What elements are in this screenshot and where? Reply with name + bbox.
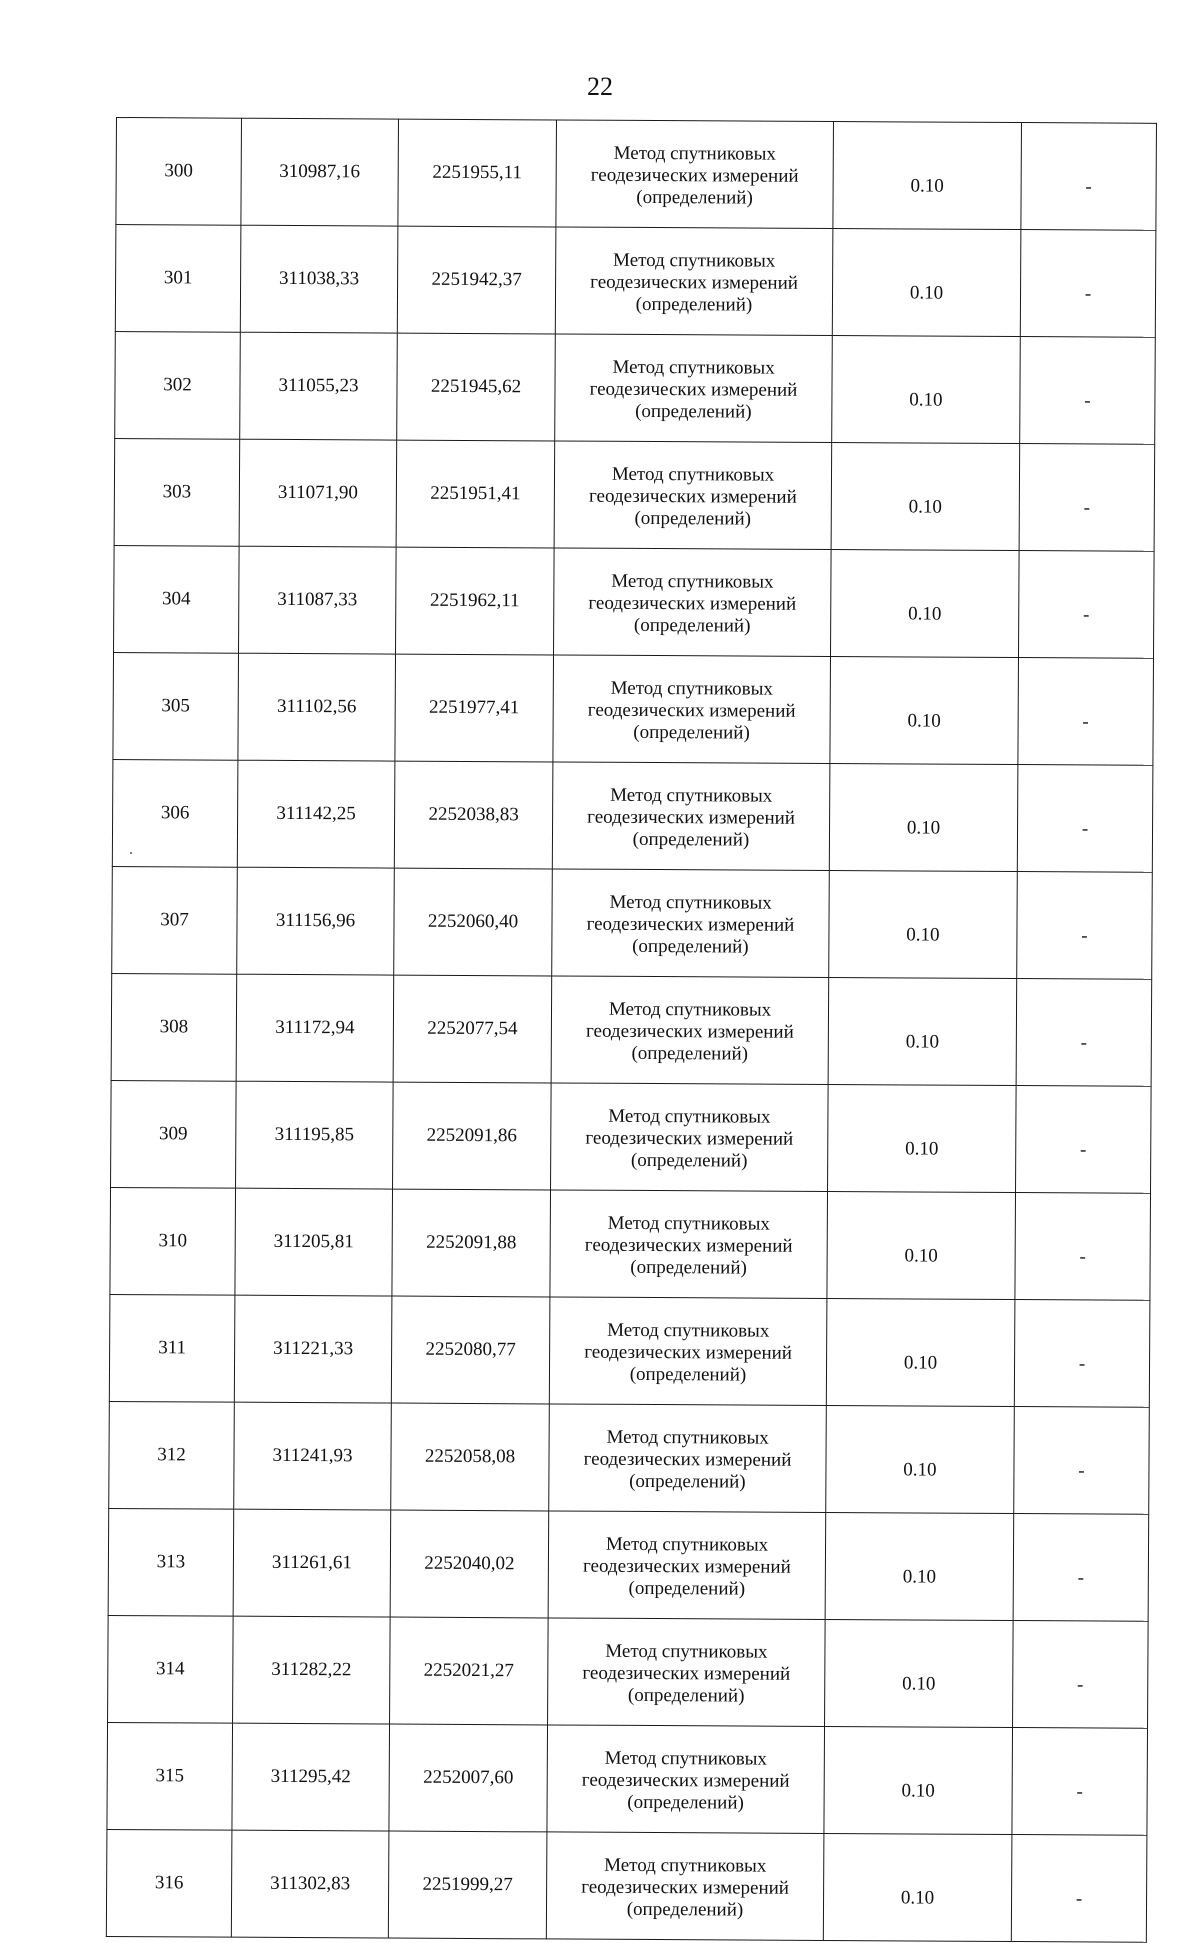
method-cell bbox=[551, 1083, 829, 1192]
note-cell: - bbox=[1020, 337, 1156, 445]
note-cell: - bbox=[1014, 1300, 1150, 1408]
point-number-cell: 307 bbox=[112, 866, 238, 974]
method-line: геодезических измерений bbox=[582, 1555, 791, 1578]
point-number-cell: 312 bbox=[109, 1401, 235, 1509]
y-coordinate-cell: 2252091,88 bbox=[392, 1189, 551, 1297]
precision-cell: 0.10 bbox=[832, 229, 1021, 337]
x-coordinate-cell: 311055,23 bbox=[240, 332, 398, 440]
method-line: Метод спутниковых bbox=[611, 570, 774, 593]
method-line: (определений) bbox=[630, 1149, 748, 1172]
page-number: 22 bbox=[587, 72, 613, 101]
method-line: геодезических измерений bbox=[588, 485, 797, 508]
precision-cell: 0.10 bbox=[828, 1084, 1017, 1192]
method-line: Метод спутниковых bbox=[604, 1854, 767, 1877]
method-cell bbox=[547, 1725, 825, 1834]
note-cell: - bbox=[1012, 1728, 1148, 1836]
method-line: (определений) bbox=[634, 507, 752, 530]
method-line: Метод спутниковых bbox=[613, 142, 776, 165]
x-coordinate-cell: 311221,33 bbox=[234, 1295, 392, 1403]
table-row bbox=[115, 331, 1156, 444]
y-coordinate-cell: 2251955,11 bbox=[398, 119, 557, 227]
precision-cell: 0.10 bbox=[826, 1405, 1015, 1513]
method-line: геодезических измерений bbox=[586, 913, 795, 936]
x-coordinate-cell: 311172,94 bbox=[236, 974, 394, 1082]
y-coordinate-cell: 2251951,41 bbox=[396, 440, 555, 548]
method-line: геодезических измерений bbox=[590, 164, 799, 187]
x-coordinate-cell: 311156,96 bbox=[237, 867, 395, 975]
method-line: (определений) bbox=[632, 828, 750, 851]
method-line: геодезических измерений bbox=[588, 592, 797, 615]
method-line: Метод спутниковых bbox=[608, 998, 772, 1021]
precision-cell: 0.10 bbox=[830, 656, 1019, 764]
method-line: геодезических измерений bbox=[583, 1448, 792, 1471]
method-cell bbox=[555, 334, 833, 443]
point-number-cell: 314 bbox=[108, 1615, 234, 1723]
table-row bbox=[107, 1722, 1148, 1835]
note-cell: - bbox=[1014, 1407, 1150, 1515]
y-coordinate-cell: 2252077,54 bbox=[393, 975, 552, 1083]
method-line: геодезических измерений bbox=[587, 699, 796, 722]
coordinates-table bbox=[106, 117, 1157, 1943]
table-row bbox=[112, 866, 1153, 979]
x-coordinate-cell: 311071,90 bbox=[239, 439, 397, 547]
note-cell: - bbox=[1016, 1086, 1152, 1194]
method-line: Метод спутниковых bbox=[605, 1533, 769, 1556]
scan-speck bbox=[130, 852, 132, 854]
method-line: геодезических измерений bbox=[584, 1234, 793, 1257]
note-cell: - bbox=[1015, 1193, 1151, 1301]
y-coordinate-cell: 2251945,62 bbox=[397, 333, 556, 441]
point-number-cell: 303 bbox=[114, 438, 240, 546]
method-cell bbox=[550, 1190, 828, 1299]
table-row bbox=[110, 1187, 1151, 1300]
method-cell bbox=[551, 976, 829, 1085]
method-line: геодезических измерений bbox=[590, 271, 799, 294]
method-cell bbox=[552, 762, 830, 871]
method-line: геодезических измерений bbox=[584, 1341, 793, 1364]
y-coordinate-cell: 2252040,02 bbox=[390, 1510, 549, 1618]
method-line: (определений) bbox=[633, 614, 751, 637]
method-line: (определений) bbox=[629, 1363, 747, 1386]
point-number-cell: 315 bbox=[107, 1722, 233, 1830]
method-line: (определений) bbox=[631, 1042, 749, 1065]
method-line: геодезических измерений bbox=[585, 1127, 794, 1150]
method-line: геодезических измерений bbox=[581, 1769, 790, 1792]
table-row bbox=[113, 652, 1154, 765]
method-cell bbox=[549, 1404, 827, 1513]
method-line: (определений) bbox=[635, 293, 753, 316]
precision-cell: 0.10 bbox=[827, 1191, 1016, 1299]
method-line: Метод спутниковых bbox=[604, 1747, 768, 1770]
precision-cell: 0.10 bbox=[825, 1512, 1014, 1620]
point-number-cell: 310 bbox=[110, 1187, 236, 1295]
x-coordinate-cell: 311038,33 bbox=[240, 225, 398, 333]
x-coordinate-cell: 311282,22 bbox=[233, 1616, 391, 1724]
y-coordinate-cell: 2252060,40 bbox=[394, 868, 553, 976]
table-row bbox=[109, 1401, 1150, 1514]
point-number-cell: 300 bbox=[116, 118, 242, 226]
table-row bbox=[116, 118, 1157, 231]
note-cell: - bbox=[1021, 123, 1157, 231]
point-number-cell: 304 bbox=[114, 545, 240, 653]
y-coordinate-cell: 2252007,60 bbox=[389, 1724, 548, 1832]
y-coordinate-cell: 2252091,86 bbox=[393, 1082, 552, 1190]
precision-cell: 0.10 bbox=[823, 1833, 1012, 1941]
method-line: геодезических измерений bbox=[581, 1876, 790, 1899]
method-cell bbox=[546, 1832, 824, 1941]
method-line: Метод спутниковых bbox=[609, 891, 772, 914]
method-line: (определений) bbox=[635, 400, 752, 423]
precision-cell: 0.10 bbox=[829, 763, 1018, 871]
note-cell: - bbox=[1011, 1835, 1147, 1943]
y-coordinate-cell: 2252038,83 bbox=[394, 761, 553, 869]
precision-cell: 0.10 bbox=[831, 443, 1020, 551]
precision-cell: 0.10 bbox=[826, 1298, 1015, 1406]
y-coordinate-cell: 2251977,41 bbox=[395, 654, 554, 762]
method-line: Метод спутниковых bbox=[610, 784, 773, 807]
method-line: геодезических измерений bbox=[587, 806, 796, 829]
y-coordinate-cell: 2251999,27 bbox=[388, 1831, 547, 1939]
method-line: Метод спутниковых bbox=[607, 1319, 770, 1342]
x-coordinate-cell: 311302,83 bbox=[231, 1830, 389, 1938]
precision-cell: 0.10 bbox=[825, 1619, 1014, 1727]
table-row bbox=[108, 1615, 1149, 1728]
method-line: Метод спутниковых bbox=[612, 356, 775, 379]
x-coordinate-cell: 311241,93 bbox=[234, 1402, 392, 1510]
x-coordinate-cell: 311205,81 bbox=[235, 1188, 393, 1296]
note-cell: - bbox=[1016, 979, 1152, 1087]
x-coordinate-cell: 311102,56 bbox=[238, 653, 396, 761]
precision-cell: 0.10 bbox=[828, 977, 1017, 1085]
note-cell: - bbox=[1020, 230, 1156, 338]
table-row bbox=[112, 759, 1153, 872]
note-cell: - bbox=[1017, 765, 1153, 873]
method-line: геодезических измерений bbox=[582, 1662, 791, 1685]
point-number-cell: 309 bbox=[111, 1080, 237, 1188]
point-number-cell: 308 bbox=[111, 973, 237, 1081]
note-cell: - bbox=[1018, 658, 1154, 766]
method-line: (определений) bbox=[630, 1256, 747, 1279]
note-cell: - bbox=[1013, 1621, 1149, 1729]
method-line: (определений) bbox=[627, 1791, 744, 1814]
point-number-cell: 316 bbox=[106, 1829, 232, 1937]
x-coordinate-cell: 311261,61 bbox=[233, 1509, 391, 1617]
precision-cell: 0.10 bbox=[830, 550, 1019, 658]
method-line: Метод спутниковых bbox=[613, 249, 776, 272]
table-row bbox=[111, 1080, 1152, 1193]
y-coordinate-cell: 2252080,77 bbox=[391, 1296, 550, 1404]
method-cell bbox=[552, 869, 830, 978]
x-coordinate-cell: 311195,85 bbox=[236, 1081, 394, 1189]
method-line: (определений) bbox=[636, 186, 753, 209]
method-line: (определений) bbox=[629, 1470, 746, 1493]
y-coordinate-cell: 2251962,11 bbox=[396, 547, 555, 655]
method-line: (определений) bbox=[632, 935, 749, 958]
method-line: (определений) bbox=[626, 1898, 744, 1921]
coordinates-table-body bbox=[106, 118, 1156, 1943]
precision-cell: 0.10 bbox=[829, 870, 1018, 978]
note-cell: - bbox=[1019, 444, 1155, 552]
x-coordinate-cell: 310987,16 bbox=[241, 118, 399, 226]
method-cell bbox=[548, 1511, 826, 1620]
method-cell bbox=[549, 1297, 827, 1406]
table-row bbox=[109, 1294, 1150, 1407]
precision-cell: 0.10 bbox=[832, 336, 1021, 444]
point-number-cell: 313 bbox=[108, 1508, 234, 1616]
method-cell bbox=[554, 441, 832, 550]
x-coordinate-cell: 311087,33 bbox=[239, 546, 397, 654]
x-coordinate-cell: 311295,42 bbox=[232, 1723, 390, 1831]
method-line: Метод спутниковых bbox=[607, 1212, 771, 1235]
method-line: Метод спутниковых bbox=[611, 463, 775, 486]
precision-cell: 0.10 bbox=[833, 122, 1022, 230]
method-line: Метод спутниковых bbox=[608, 1105, 771, 1128]
table-row bbox=[111, 973, 1152, 1086]
method-line: Метод спутниковых bbox=[606, 1426, 769, 1449]
point-number-cell: 306 bbox=[112, 759, 238, 867]
y-coordinate-cell: 2252021,27 bbox=[390, 1617, 549, 1725]
point-number-cell: 301 bbox=[115, 225, 241, 333]
y-coordinate-cell: 2251942,37 bbox=[397, 226, 556, 334]
note-cell: - bbox=[1017, 872, 1153, 980]
table-row bbox=[114, 545, 1155, 658]
method-cell bbox=[554, 548, 832, 657]
x-coordinate-cell: 311142,25 bbox=[237, 760, 395, 868]
method-cell bbox=[553, 655, 831, 764]
table-row bbox=[115, 225, 1156, 338]
method-line: (определений) bbox=[628, 1577, 746, 1600]
method-line: геодезических измерений bbox=[585, 1020, 794, 1043]
method-line: геодезических измерений bbox=[589, 378, 798, 401]
method-cell bbox=[548, 1618, 826, 1727]
method-line: (определений) bbox=[627, 1684, 745, 1707]
note-cell: - bbox=[1013, 1514, 1149, 1622]
method-cell bbox=[556, 120, 834, 229]
point-number-cell: 305 bbox=[113, 652, 239, 760]
method-line: (определений) bbox=[633, 721, 750, 744]
point-number-cell: 311 bbox=[109, 1294, 235, 1402]
point-number-cell: 302 bbox=[115, 331, 241, 439]
method-line: Метод спутниковых bbox=[605, 1640, 768, 1663]
table-row bbox=[106, 1829, 1147, 1942]
table-row bbox=[114, 438, 1155, 551]
method-cell bbox=[555, 227, 833, 336]
precision-cell: 0.10 bbox=[824, 1726, 1013, 1834]
y-coordinate-cell: 2252058,08 bbox=[391, 1403, 550, 1511]
note-cell: - bbox=[1018, 551, 1154, 659]
method-line: Метод спутниковых bbox=[610, 677, 773, 700]
table-row bbox=[108, 1508, 1149, 1621]
